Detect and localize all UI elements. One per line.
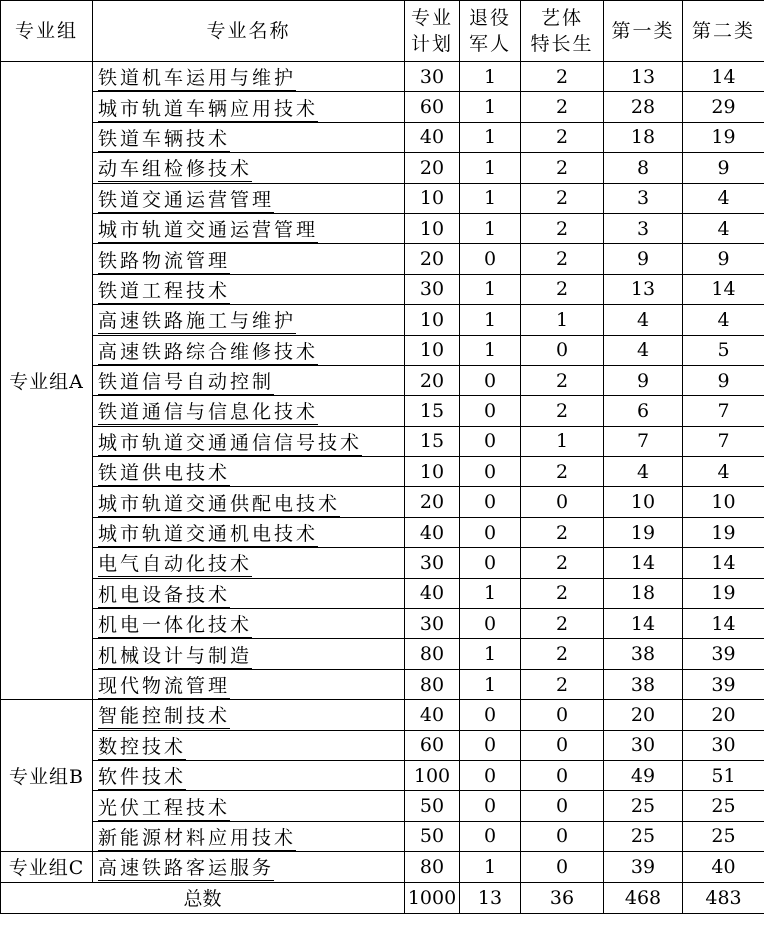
group-label: 专业组B [1,700,93,852]
plan-count: 15 [405,426,460,456]
major-name: 数控技术 [98,735,187,758]
plan-count: 20 [405,365,460,395]
total-veteran: 13 [460,882,521,913]
major-name-cell [93,609,405,639]
class2-count: 9 [683,244,764,274]
art-count: 2 [521,609,604,639]
art-count: 2 [521,669,604,699]
class2-count: 4 [683,305,764,335]
class1-count: 9 [604,244,683,274]
header-veteran [460,1,521,62]
art-count: 0 [521,700,604,730]
class2-count: 51 [683,760,764,790]
group-label: 专业组C [1,852,93,882]
class1-count: 10 [604,487,683,517]
plan-count: 10 [405,305,460,335]
total-class2: 483 [683,882,764,913]
art-count: 0 [521,791,604,821]
plan-count: 100 [405,760,460,790]
major-name: 机电设备技术 [98,583,231,606]
major-name: 铁道信号自动控制 [98,371,275,394]
table-row [1,852,764,882]
plan-count: 80 [405,669,460,699]
major-name: 城市轨道车辆应用技术 [98,97,319,120]
major-name-cell [93,517,405,547]
plan-count: 20 [405,153,460,183]
veteran-count: 0 [460,244,521,274]
veteran-count: 1 [460,213,521,243]
class2-count: 14 [683,548,764,578]
class2-count: 20 [683,700,764,730]
veteran-count: 0 [460,609,521,639]
table-row [1,92,764,122]
table-row [1,669,764,699]
table-row [1,183,764,213]
major-name: 光伏工程技术 [98,796,231,819]
major-name-cell [93,122,405,152]
class2-count: 7 [683,426,764,456]
veteran-count: 0 [460,821,521,851]
class1-count: 14 [604,609,683,639]
art-count: 1 [521,426,604,456]
table-row [1,578,764,608]
plan-count: 50 [405,821,460,851]
class1-count: 38 [604,669,683,699]
art-count: 2 [521,639,604,669]
major-name: 城市轨道交通通信信号技术 [98,431,363,454]
class2-count: 7 [683,396,764,426]
table-body [1,62,764,883]
table-row [1,487,764,517]
art-count: 0 [521,335,604,365]
class2-count: 14 [683,274,764,304]
plan-count: 20 [405,244,460,274]
class1-count: 9 [604,365,683,395]
major-name-cell [93,639,405,669]
class1-count: 49 [604,760,683,790]
class1-count: 4 [604,457,683,487]
plan-count: 50 [405,791,460,821]
total-label: 总数 [1,882,405,913]
header-art-line1: 艺体 [540,7,583,29]
table-row [1,244,764,274]
art-count: 2 [521,122,604,152]
class1-count: 18 [604,578,683,608]
table-row [1,122,764,152]
art-count: 2 [521,213,604,243]
plan-count: 40 [405,517,460,547]
major-name: 城市轨道交通运营管理 [98,219,319,242]
veteran-count: 0 [460,487,521,517]
class2-count: 14 [683,62,764,92]
art-count: 2 [521,365,604,395]
major-name-cell [93,305,405,335]
header-name: 专业名称 [93,1,405,62]
plan-count: 60 [405,92,460,122]
major-name: 铁道交通运营管理 [98,188,275,211]
plan-count: 15 [405,396,460,426]
table-row [1,760,764,790]
plan-count: 60 [405,730,460,760]
class1-count: 7 [604,426,683,456]
veteran-count: 0 [460,730,521,760]
total-art: 36 [521,882,604,913]
class2-count: 9 [683,153,764,183]
table-row [1,639,764,669]
class1-count: 4 [604,305,683,335]
veteran-count: 0 [460,396,521,426]
veteran-count: 1 [460,62,521,92]
plan-count: 10 [405,183,460,213]
class1-count: 18 [604,122,683,152]
table-row [1,548,764,578]
major-name: 铁路物流管理 [98,249,231,272]
class1-count: 28 [604,92,683,122]
art-count: 0 [521,760,604,790]
total-class1: 468 [604,882,683,913]
major-name-cell [93,62,405,92]
major-name-cell [93,760,405,790]
major-name: 铁道机车运用与维护 [98,67,297,90]
veteran-count: 0 [460,548,521,578]
class2-count: 40 [683,852,764,882]
plan-count: 80 [405,852,460,882]
plan-count: 30 [405,62,460,92]
class2-count: 29 [683,92,764,122]
plan-count: 10 [405,335,460,365]
major-name-cell [93,548,405,578]
major-name-cell [93,244,405,274]
veteran-count: 1 [460,669,521,699]
class2-count: 39 [683,639,764,669]
major-name-cell [93,669,405,699]
major-name: 高速铁路综合维修技术 [98,340,319,363]
table-row [1,365,764,395]
major-name-cell [93,730,405,760]
class1-count: 30 [604,730,683,760]
class1-count: 38 [604,639,683,669]
veteran-count: 0 [460,760,521,790]
table-row [1,791,764,821]
header-plan-line1: 专业 [410,7,453,29]
table-row [1,274,764,304]
major-name-cell [93,700,405,730]
major-name: 软件技术 [98,766,187,789]
veteran-count: 1 [460,274,521,304]
major-name: 智能控制技术 [98,705,231,728]
table-row [1,62,764,92]
major-name-cell [93,213,405,243]
class2-count: 10 [683,487,764,517]
veteran-count: 1 [460,153,521,183]
veteran-count: 0 [460,426,521,456]
plan-count: 10 [405,457,460,487]
header-class2: 第二类 [683,1,764,62]
table-row [1,821,764,851]
class2-count: 4 [683,183,764,213]
class1-count: 8 [604,153,683,183]
major-name: 城市轨道交通供配电技术 [98,492,341,515]
major-name-cell [93,274,405,304]
art-count: 2 [521,183,604,213]
class2-count: 9 [683,365,764,395]
major-name-cell [93,92,405,122]
major-name: 机械设计与制造 [98,644,253,667]
major-name: 新能源材料应用技术 [98,826,297,849]
class2-count: 14 [683,609,764,639]
major-name-cell [93,457,405,487]
table-row [1,396,764,426]
class1-count: 25 [604,821,683,851]
art-count: 2 [521,62,604,92]
veteran-count: 1 [460,92,521,122]
veteran-count: 0 [460,457,521,487]
major-name-cell [93,335,405,365]
class1-count: 25 [604,791,683,821]
art-count: 2 [521,244,604,274]
veteran-count: 1 [460,122,521,152]
class1-count: 14 [604,548,683,578]
class2-count: 19 [683,122,764,152]
major-name: 机电一体化技术 [98,614,253,637]
class1-count: 6 [604,396,683,426]
major-name-cell [93,487,405,517]
class1-count: 3 [604,213,683,243]
veteran-count: 0 [460,791,521,821]
veteran-count: 0 [460,365,521,395]
header-veteran-line2: 军人 [468,33,511,55]
class2-count: 39 [683,669,764,699]
art-count: 1 [521,305,604,335]
class2-count: 4 [683,213,764,243]
major-name: 电气自动化技术 [98,553,253,576]
major-name-cell [93,852,405,882]
plan-count: 20 [405,487,460,517]
art-count: 0 [521,852,604,882]
class1-count: 20 [604,700,683,730]
major-name: 城市轨道交通机电技术 [98,523,319,546]
header-class1: 第一类 [604,1,683,62]
major-name-cell [93,821,405,851]
header-plan [405,1,460,62]
veteran-count: 1 [460,305,521,335]
veteran-count: 0 [460,700,521,730]
art-count: 2 [521,396,604,426]
plan-count: 30 [405,548,460,578]
class1-count: 4 [604,335,683,365]
class2-count: 25 [683,791,764,821]
veteran-count: 1 [460,639,521,669]
table-row [1,426,764,456]
class2-count: 19 [683,517,764,547]
class2-count: 30 [683,730,764,760]
plan-count: 80 [405,639,460,669]
plan-count: 40 [405,578,460,608]
major-name-cell [93,578,405,608]
table-row [1,609,764,639]
header-veteran-line1: 退役 [468,7,511,29]
plan-count: 10 [405,213,460,243]
major-name: 铁道供电技术 [98,462,231,485]
art-count: 2 [521,578,604,608]
major-name-cell [93,183,405,213]
plan-count: 40 [405,700,460,730]
major-name: 高速铁路客运服务 [98,857,275,880]
table-row [1,305,764,335]
class2-count: 4 [683,457,764,487]
header-row [1,1,764,62]
table-row [1,457,764,487]
total-plan: 1000 [405,882,460,913]
group-label: 专业组A [1,62,93,700]
veteran-count: 0 [460,517,521,547]
major-name-cell [93,365,405,395]
major-name-cell [93,153,405,183]
art-count: 0 [521,821,604,851]
class1-count: 3 [604,183,683,213]
major-name: 铁道通信与信息化技术 [98,401,319,424]
table-row [1,213,764,243]
total-row [1,882,764,913]
veteran-count: 1 [460,578,521,608]
plan-count: 30 [405,609,460,639]
art-count: 2 [521,517,604,547]
class1-count: 13 [604,274,683,304]
header-art [521,1,604,62]
table-row [1,153,764,183]
major-name: 铁道车辆技术 [98,127,231,150]
veteran-count: 1 [460,335,521,365]
class1-count: 19 [604,517,683,547]
major-name: 高速铁路施工与维护 [98,310,297,333]
art-count: 2 [521,92,604,122]
art-count: 0 [521,730,604,760]
major-name: 铁道工程技术 [98,279,231,302]
art-count: 2 [521,274,604,304]
table-row [1,335,764,365]
class2-count: 19 [683,578,764,608]
table-row [1,700,764,730]
art-count: 2 [521,548,604,578]
major-name-cell [93,426,405,456]
plan-count: 30 [405,274,460,304]
major-name-cell [93,791,405,821]
veteran-count: 1 [460,852,521,882]
art-count: 0 [521,487,604,517]
art-count: 2 [521,153,604,183]
header-group: 专业组 [1,1,93,62]
header-plan-line2: 计划 [410,33,453,55]
major-name: 动车组检修技术 [98,158,253,181]
table-row [1,517,764,547]
major-name-cell [93,396,405,426]
art-count: 2 [521,457,604,487]
veteran-count: 1 [460,183,521,213]
plan-count: 40 [405,122,460,152]
header-art-line2: 特长生 [530,33,594,55]
class2-count: 5 [683,335,764,365]
class2-count: 25 [683,821,764,851]
table-row [1,730,764,760]
class1-count: 39 [604,852,683,882]
class1-count: 13 [604,62,683,92]
major-name: 现代物流管理 [98,675,231,697]
